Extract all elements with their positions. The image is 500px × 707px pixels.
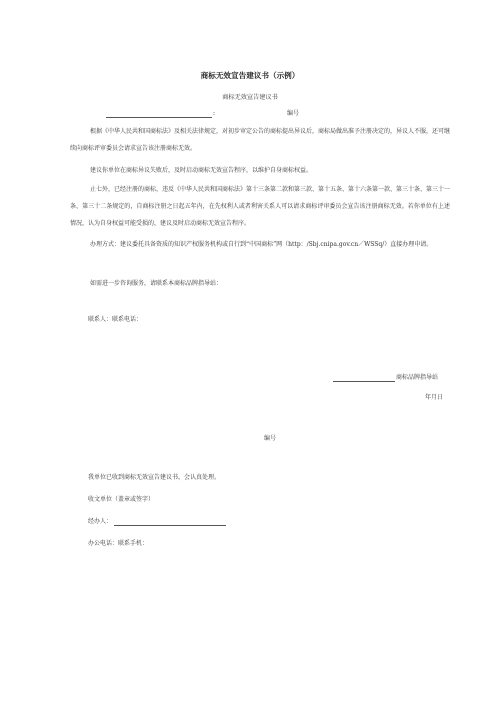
contact-line: 联系人：联系电话： (88, 316, 143, 323)
paragraph-consultation: 如需进一步咨询服务，请联系本商标品牌指导站： (90, 280, 223, 287)
number-label: 编号 (287, 110, 300, 117)
paragraph-additional-grounds: 止七外，已经注册的商标，违反《中华人民共和国商标法》第十三条第二款和第三款、第十五条、第十六条第一款、第三十条、第三十一条、第三十二条规定的，自商标注册之日起五年内，在先权利人或者利害关系人可以请求商标评审委员会宣告该注册商标无效。若你单位有上述情况，认为自身权益可能受损的，建议及时启动商标无效宣告程序。 (70, 186, 451, 227)
recipient-blank-line (106, 110, 212, 118)
signature-station: 商标品牌指导站 (396, 374, 439, 381)
signature-date: 年月日 (425, 394, 444, 401)
receipt-handler-label: 经办人： (88, 518, 113, 525)
paragraph-recommendation: 建议你单位在商标异议失败后，及时启动商标无效宣告程序，以维护自身商标权益。 (90, 167, 313, 174)
receipt-confirmation: 我单位已收到商标无效宣告建议书，会认真处理。 (88, 474, 221, 481)
paragraph-procedure: 办理方式：建议委托具备资质的知识产权服务机构或自行到“中国商标”网（http：∕Sbj.cnipa.gov.cn／WSSq/）直接办理申请。 (90, 241, 433, 248)
document-subtitle: 商标无效宣告建议书 (222, 94, 278, 101)
paragraph-legal-basis: 根据《中华人民共和国商标法》及相关法律规定，对初步审定公告的商标提出异议后，商标局做出准予注册决定的，异议人不服，还可继续向商标评审委员会请求宣告该注册商标无效。 (70, 128, 451, 152)
recipient-colon: : (213, 110, 216, 117)
receipt-number-label: 编号 (263, 435, 276, 442)
receipt-unit-label: 收文单位（盖章或签字） (88, 496, 155, 503)
document-title: 商标无效宣告建议书（示例） (200, 71, 300, 80)
signature-blank-line (333, 374, 395, 382)
receipt-phone-label: 办公电话：联系手机： (88, 540, 149, 547)
receipt-handler-blank-line (114, 518, 226, 526)
